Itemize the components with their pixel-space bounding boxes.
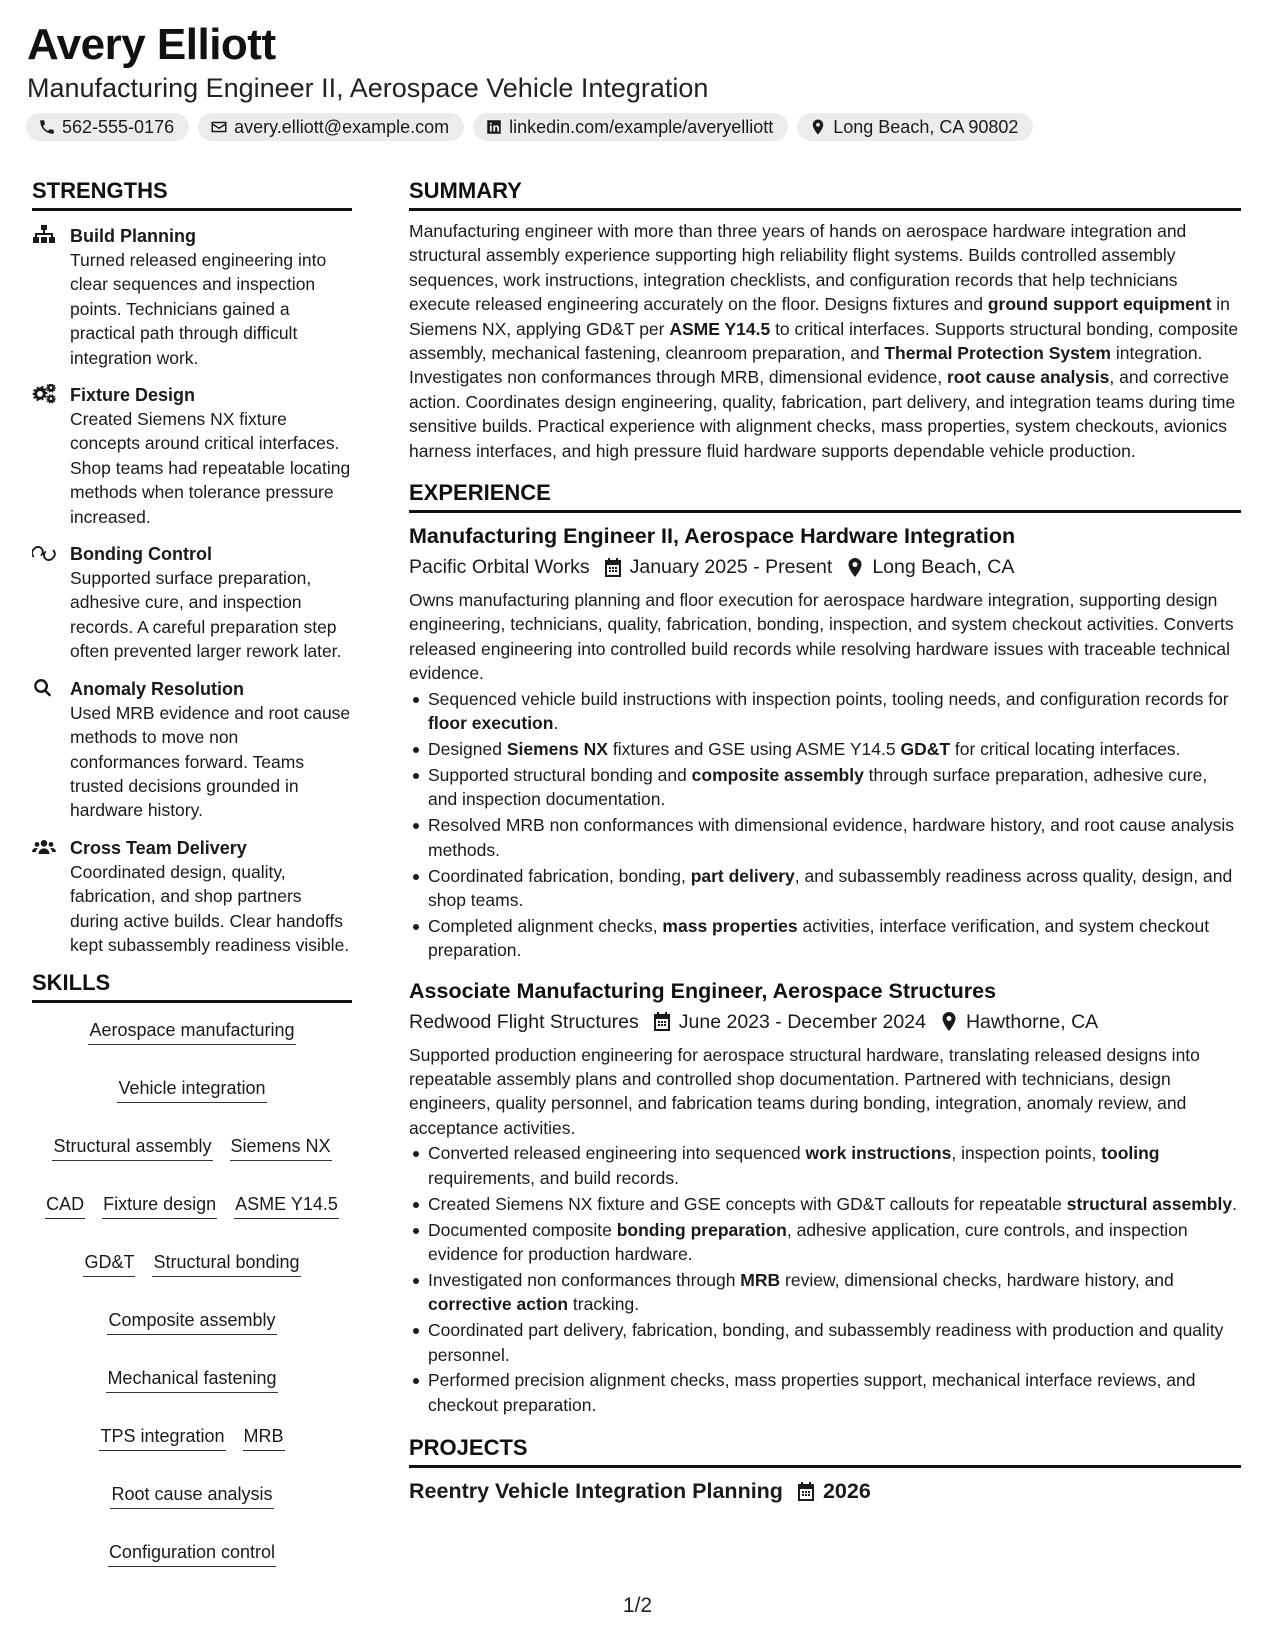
strength-desc: Coordinated design, quality, fabrication, and shop partners during active builds. Clear handoffs kept subassembly readiness visible.: [70, 861, 350, 955]
bullet-item: [409, 864, 1241, 913]
bold-phrase: bonding preparation: [616, 1219, 787, 1240]
text-run: Manufacturing engineer with more than three years of hands on aerospace hardware integration and structural assembly experience supporting high reliability flight systems. Builds controlled assembly sequences, work instructions, integration checklists, and configuration records that help technicians execute released engineering accurately on the floor. Designs fixtures and: [409, 221, 1187, 315]
strength-item: [32, 677, 352, 823]
job-meta: [409, 552, 1241, 582]
skill-tag: Configuration control: [108, 1539, 276, 1567]
calendar-icon: [604, 558, 622, 577]
job-dates: June 2023 - December 2024: [678, 1010, 926, 1033]
text-run: in Siemens NX, applying GD&T per: [409, 294, 1230, 339]
job-description: Owns manufacturing planning and floor execution for aerospace hardware integration, supporting design engineering, technicians, quality, fabrication, bonding, inspection, and system checkout activities. Converts released engineering into controlled build records while resolving hardware issues with traceable technical evidence.: [409, 590, 1234, 684]
skill-tag: Fixture design: [102, 1191, 217, 1219]
strength-item: [32, 836, 352, 958]
calendar-icon: [653, 1012, 671, 1031]
skill-tag: Vehicle integration: [117, 1075, 266, 1103]
strengths-list: [32, 224, 352, 957]
contact-phone[interactable]: [26, 113, 189, 141]
text-run: Coordinated fabrication, bonding,: [428, 865, 691, 886]
bullet-item: [409, 763, 1241, 812]
job-entry: [409, 521, 1241, 963]
strength-desc: Used MRB evidence and root cause methods to move non conformances forward. Teams trusted decisions grounded in hardware history.: [70, 702, 351, 821]
skill-tag: Structural assembly: [52, 1133, 212, 1161]
text-run: , and corrective action. Coordinates design engineering, quality, fabrication, part delivery, and integration teams during time sensitive builds. Practical experience with alignment checks, mass properties, system checkouts, avionics harness interfaces, and high pressure fluid hardware supports dependable vehicle production.: [409, 367, 1236, 461]
contact-email-text: avery.elliott@example.com: [234, 116, 450, 137]
bold-phrase: floor execution: [428, 713, 554, 734]
strength-title: Anomaly Resolution: [70, 678, 245, 699]
bullet-item: [409, 1318, 1241, 1367]
contact-linkedin-text: linkedin.com/example/averyelliott: [509, 116, 774, 137]
map-pin-icon: [809, 118, 827, 136]
job-company: Redwood Flight Structures: [409, 1010, 639, 1033]
text-run: integration. Investigates non conformances through MRB, dimensional evidence,: [409, 343, 1203, 388]
project-entry: [409, 1476, 1241, 1506]
text-run: Investigated non conformances through: [428, 1269, 741, 1290]
skill-tag: Structural bonding: [152, 1249, 300, 1277]
experience-heading: EXPERIENCE: [409, 480, 1241, 513]
bullet-item: [409, 1192, 1241, 1216]
skill-tag: Aerospace manufacturing: [88, 1017, 295, 1045]
skills-list: [32, 1017, 352, 1567]
skill-tag: CAD: [45, 1191, 85, 1219]
job-title: Manufacturing Engineer II, Aerospace Hardware Integration: [409, 524, 1016, 549]
text-run: activities, interface verification, and system checkout preparation.: [428, 915, 1210, 961]
job-bullets: [409, 687, 1241, 963]
envelope-icon: [210, 118, 228, 136]
projects-section: [409, 1435, 1241, 1506]
job-bullets: [409, 1141, 1241, 1417]
skill-tag: MRB: [243, 1423, 285, 1451]
skill-tag: Composite assembly: [107, 1307, 276, 1335]
bold-phrase: work instructions: [805, 1143, 952, 1164]
bold-phrase: MRB: [740, 1269, 781, 1290]
skills-section: [32, 970, 352, 1567]
text-run: Coordinated part delivery, fabrication, bonding, and subassembly readiness with production and quality personnel.: [428, 1320, 1224, 1365]
bullet-item: [409, 687, 1241, 736]
strength-title: Cross Team Delivery: [70, 837, 247, 858]
strength-desc: Created Siemens NX fixture concepts around critical interfaces. Shop teams had repeatable locating methods when tolerance pressure increased.: [70, 409, 351, 527]
skill-tag: Root cause analysis: [110, 1481, 273, 1509]
contact-location-text: Long Beach, CA 90802: [833, 116, 1019, 137]
contact-location: [797, 113, 1033, 141]
bullet-item: [409, 1141, 1241, 1190]
candidate-headline: Manufacturing Engineer II, Aerospace Vehicle Integration: [27, 73, 709, 103]
text-run: Sequenced vehicle build instructions with inspection points, tooling needs, and configuration records for: [428, 688, 1229, 709]
text-run: Created Siemens NX fixture and GSE concepts with GD&T callouts for repeatable: [428, 1193, 1067, 1214]
bullet-item: [409, 737, 1241, 761]
text-run: tracking.: [568, 1294, 640, 1315]
skill-tag: ASME Y14.5: [234, 1191, 339, 1219]
experience-section: [409, 480, 1241, 1417]
link-icon: [32, 543, 56, 563]
bullet-item: [409, 1268, 1241, 1317]
text-run: , and subassembly readiness across quality, design, and shop teams.: [428, 865, 1233, 910]
text-run: through surface preparation, adhesive cure, and inspection documentation.: [428, 764, 1208, 810]
strength-item: [32, 542, 352, 664]
bold-phrase: Thermal Protection System: [884, 343, 1111, 364]
skill-tag: Siemens NX: [230, 1133, 332, 1161]
skill-tag: GD&T: [83, 1249, 135, 1277]
map-pin-icon: [846, 558, 864, 577]
bold-phrase: composite assembly: [691, 764, 864, 785]
users-icon: [32, 837, 56, 857]
project-title: Reentry Vehicle Integration Planning: [409, 1479, 783, 1504]
bold-phrase: Siemens NX: [506, 739, 608, 759]
bold-phrase: mass properties: [662, 915, 798, 936]
bold-phrase: tooling: [1101, 1143, 1160, 1164]
bullet-item: [409, 813, 1241, 862]
bold-phrase: root cause analysis: [946, 367, 1110, 388]
bullet-item: [409, 1368, 1241, 1417]
text-run: Performed precision alignment checks, mass properties support, mechanical interface reviews, and checkout preparation.: [428, 1370, 1196, 1415]
strength-desc: Supported surface preparation, adhesive cure, and inspection records. A careful preparation step often prevented larger rework later.: [70, 568, 342, 662]
map-pin-icon: [940, 1012, 958, 1031]
linkedin-icon: [485, 118, 503, 136]
job-location: Hawthorne, CA: [965, 1010, 1099, 1033]
text-run: requirements, and build records.: [428, 1167, 679, 1188]
contact-bar: [26, 113, 1033, 141]
text-run: , adhesive application, cure controls, and inspection evidence for production hardware.: [428, 1219, 1188, 1264]
strength-item: [32, 224, 352, 370]
left-column: [32, 178, 352, 1567]
bold-phrase: ground support equipment: [987, 294, 1212, 315]
text-run: .: [1232, 1193, 1237, 1214]
right-column: [409, 178, 1241, 1506]
contact-phone-text: 562-555-0176: [62, 116, 175, 137]
summary-heading: SUMMARY: [409, 178, 1241, 211]
strength-title: Fixture Design: [70, 385, 196, 406]
job-title: Associate Manufacturing Engineer, Aerospace Structures: [409, 978, 997, 1003]
bullet-item: [409, 914, 1241, 963]
bold-phrase: corrective action: [428, 1294, 569, 1315]
job-location: Long Beach, CA: [872, 556, 1015, 579]
sitemap-icon: [32, 225, 56, 245]
calendar-icon: [797, 1482, 815, 1501]
job-dates: January 2025 - Present: [629, 556, 833, 579]
project-year: 2026: [822, 1479, 871, 1504]
skill-tag: TPS integration: [99, 1423, 225, 1451]
bold-phrase: ASME Y14.5: [669, 318, 771, 339]
contact-linkedin[interactable]: [473, 113, 788, 141]
text-run: fixtures and GSE using ASME Y14.5: [607, 739, 901, 759]
job-description: Supported production engineering for aerospace structural hardware, translating released designs into repeatable assembly plans and controlled shop documentation. Partnered with technicians, design engineers, quality personnel, and fabrication teams during bonding, integration, anomaly review, and acceptance activities.: [409, 1044, 1200, 1138]
phone-icon: [38, 118, 56, 136]
bold-phrase: structural assembly: [1066, 1193, 1233, 1214]
text-run: Completed alignment checks,: [428, 915, 663, 936]
text-run: Designed: [428, 739, 507, 759]
summary-text: [409, 219, 1241, 463]
strength-desc: Turned released engineering into clear sequences and inspection points. Technicians gained a practical path through difficult integration work.: [70, 250, 327, 368]
bullet-item: [409, 1218, 1241, 1267]
strength-title: Build Planning: [70, 226, 196, 246]
job-meta: [409, 1007, 1241, 1037]
contact-email[interactable]: [198, 113, 464, 141]
text-run: Documented composite: [428, 1219, 617, 1240]
skills-heading: SKILLS: [32, 970, 352, 1003]
job-entry: [409, 976, 1241, 1418]
bold-phrase: part delivery: [690, 865, 795, 886]
gears-icon: [32, 384, 56, 404]
magnifier-icon: [32, 678, 56, 698]
projects-heading: PROJECTS: [409, 1435, 1241, 1468]
bold-phrase: GD&T: [900, 739, 951, 759]
text-run: to critical interfaces. Supports structural bonding, composite assembly, mechanical fastening, cleanroom preparation, and: [409, 318, 1239, 364]
text-run: , inspection points,: [951, 1143, 1102, 1164]
page-number: 1/2: [622, 1594, 653, 1617]
text-run: Converted released engineering into sequenced: [428, 1143, 806, 1164]
strengths-heading: STRENGTHS: [32, 178, 352, 211]
text-run: review, dimensional checks, hardware history, and: [780, 1269, 1174, 1290]
text-run: Supported structural bonding and: [428, 764, 692, 785]
strength-title: Bonding Control: [70, 544, 212, 565]
text-run: Resolved MRB non conformances with dimensional evidence, hardware history, and root cause analysis methods.: [428, 815, 1235, 860]
text-run: .: [553, 713, 559, 734]
candidate-name: Avery Elliott: [27, 20, 276, 69]
strength-item: [32, 383, 352, 529]
job-company: Pacific Orbital Works: [409, 556, 590, 579]
skill-tag: Mechanical fastening: [106, 1365, 277, 1393]
text-run: for critical locating interfaces.: [950, 739, 1181, 759]
